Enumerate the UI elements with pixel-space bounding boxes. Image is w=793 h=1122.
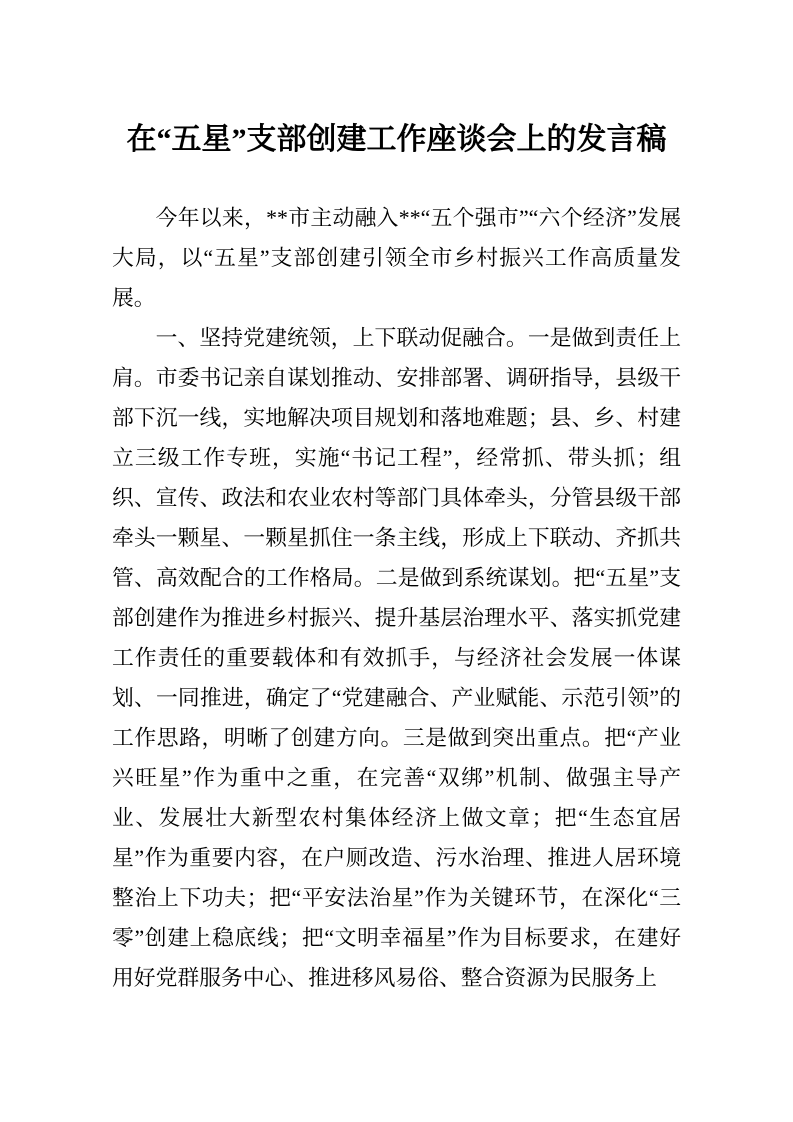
document-body [112, 198, 681, 998]
paragraph-intro: 今年以来，**市主动融入**“五个强市”“六个经济”发展大局，以“五星”支部创建引领全市乡村振兴工作高质量发展。 [112, 206, 681, 310]
document-title: 在“五星”支部创建工作座谈会上的发言稿 [126, 123, 667, 156]
paragraph-section-1: 一、坚持党建统领，上下联动促融合。一是做到责任上肩。市委书记亲自谋划推动、安排部署、调研指导，县级干部下沉一线，实地解决项目规划和落地难题；县、乡、村建立三级工作专班，实施“书记工程”，经常抓、带头抓；组织、宣传、政法和农业农村等部门具体牵头，分管县级干部牵头一颗星、一颗星抓住一条主线，形成上下联动、齐抓共管、高效配合的工作格局。二是做到系统谋划。把“五星”支部创建作为推进乡村振兴、提升基层治理水平、落实抓党建工作责任的重要载体和有效抓手，与经济社会发展一体谋划、一同推进，确定了“党建融合、产业赋能、示范引领”的工作思路，明晰了创建方向。三是做到突出重点。把“产业兴旺星”作为重中之重，在完善“双绑”机制、做强主导产业、发展壮大新型农村集体经济上做文章；把“生态宜居星”作为重要内容，在户厕改造、污水治理、推进人居环境整治上下功夫；把“平安法治星”作为关键环节，在深化“三零”创建上稳底线；把“文明幸福星”作为目标要求，在建好用好党群服务中心、推进移风易俗、整合资源为民服务上 [112, 326, 681, 990]
